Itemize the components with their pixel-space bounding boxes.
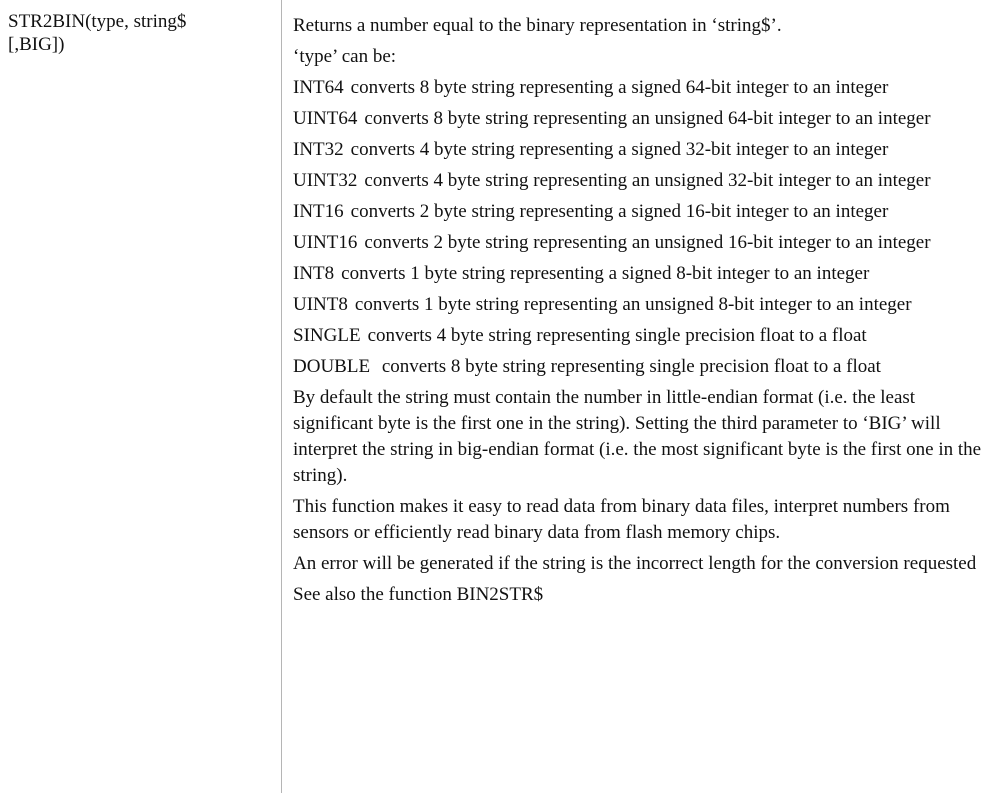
type-description: converts 4 byte string representing a signed 32-bit integer to an integer: [350, 139, 889, 160]
type-name: INT64: [293, 77, 344, 98]
type-entry: [293, 199, 993, 225]
type-description: converts 4 byte string representing single precision float to a float: [367, 325, 867, 346]
type-can-be-text: ‘type’ can be:: [293, 46, 397, 67]
type-name: UINT8: [293, 294, 348, 315]
error-note: An error will be generated if the string is the incorrect length for the conversion requested: [293, 553, 977, 574]
type-entry: [293, 168, 993, 194]
type-entry: [293, 230, 993, 256]
type-description: converts 8 byte string representing an unsigned 64-bit integer to an integer: [364, 108, 931, 129]
see-also-note: See also the function BIN2STR$: [293, 584, 544, 605]
type-entry: [293, 137, 993, 163]
type-description: converts 2 byte string representing a signed 16-bit integer to an integer: [350, 201, 889, 222]
type-name: UINT32: [293, 170, 358, 191]
type-description: converts 8 byte string representing single precision float to a float: [377, 356, 881, 377]
type-name: INT8: [293, 263, 335, 284]
type-name: UINT16: [293, 232, 358, 253]
function-description: [293, 13, 993, 613]
usage-note: This function makes it easy to read data from binary data files, interpret numbers from sensors or efficiently read binary data from flash memory chips.: [293, 496, 950, 543]
type-name: DOUBLE: [293, 356, 371, 377]
type-entry: [293, 75, 993, 101]
type-description: converts 4 byte string representing an unsigned 32-bit integer to an integer: [364, 170, 931, 191]
type-description: converts 1 byte string representing an unsigned 8-bit integer to an integer: [354, 294, 912, 315]
type-entry: [293, 323, 993, 349]
type-description: converts 1 byte string representing a signed 8-bit integer to an integer: [341, 263, 870, 284]
type-entry: [293, 292, 993, 318]
type-entry: [293, 261, 993, 287]
signature-line-1: STR2BIN(type, string$: [8, 11, 187, 32]
type-description: converts 2 byte string representing an unsigned 16-bit integer to an integer: [364, 232, 931, 253]
endian-note: By default the string must contain the number in little-endian format (i.e. the least significant byte is the first one in the string). Setting the third parameter to ‘BIG’ will interpret the string in big-endian format (i.e. the most significant byte is the first one in the string).: [293, 387, 982, 486]
column-divider: [281, 0, 282, 793]
type-name: INT32: [293, 139, 344, 160]
type-description: converts 8 byte string representing a signed 64-bit integer to an integer: [350, 77, 889, 98]
type-entry: [293, 354, 993, 380]
function-signature: [8, 10, 273, 56]
intro-text: Returns a number equal to the binary representation in ‘string$’.: [293, 15, 782, 36]
type-name: SINGLE: [293, 325, 361, 346]
type-name: INT16: [293, 201, 344, 222]
signature-line-2: [,BIG]): [8, 34, 65, 55]
type-name: UINT64: [293, 108, 358, 129]
type-entry: [293, 106, 993, 132]
